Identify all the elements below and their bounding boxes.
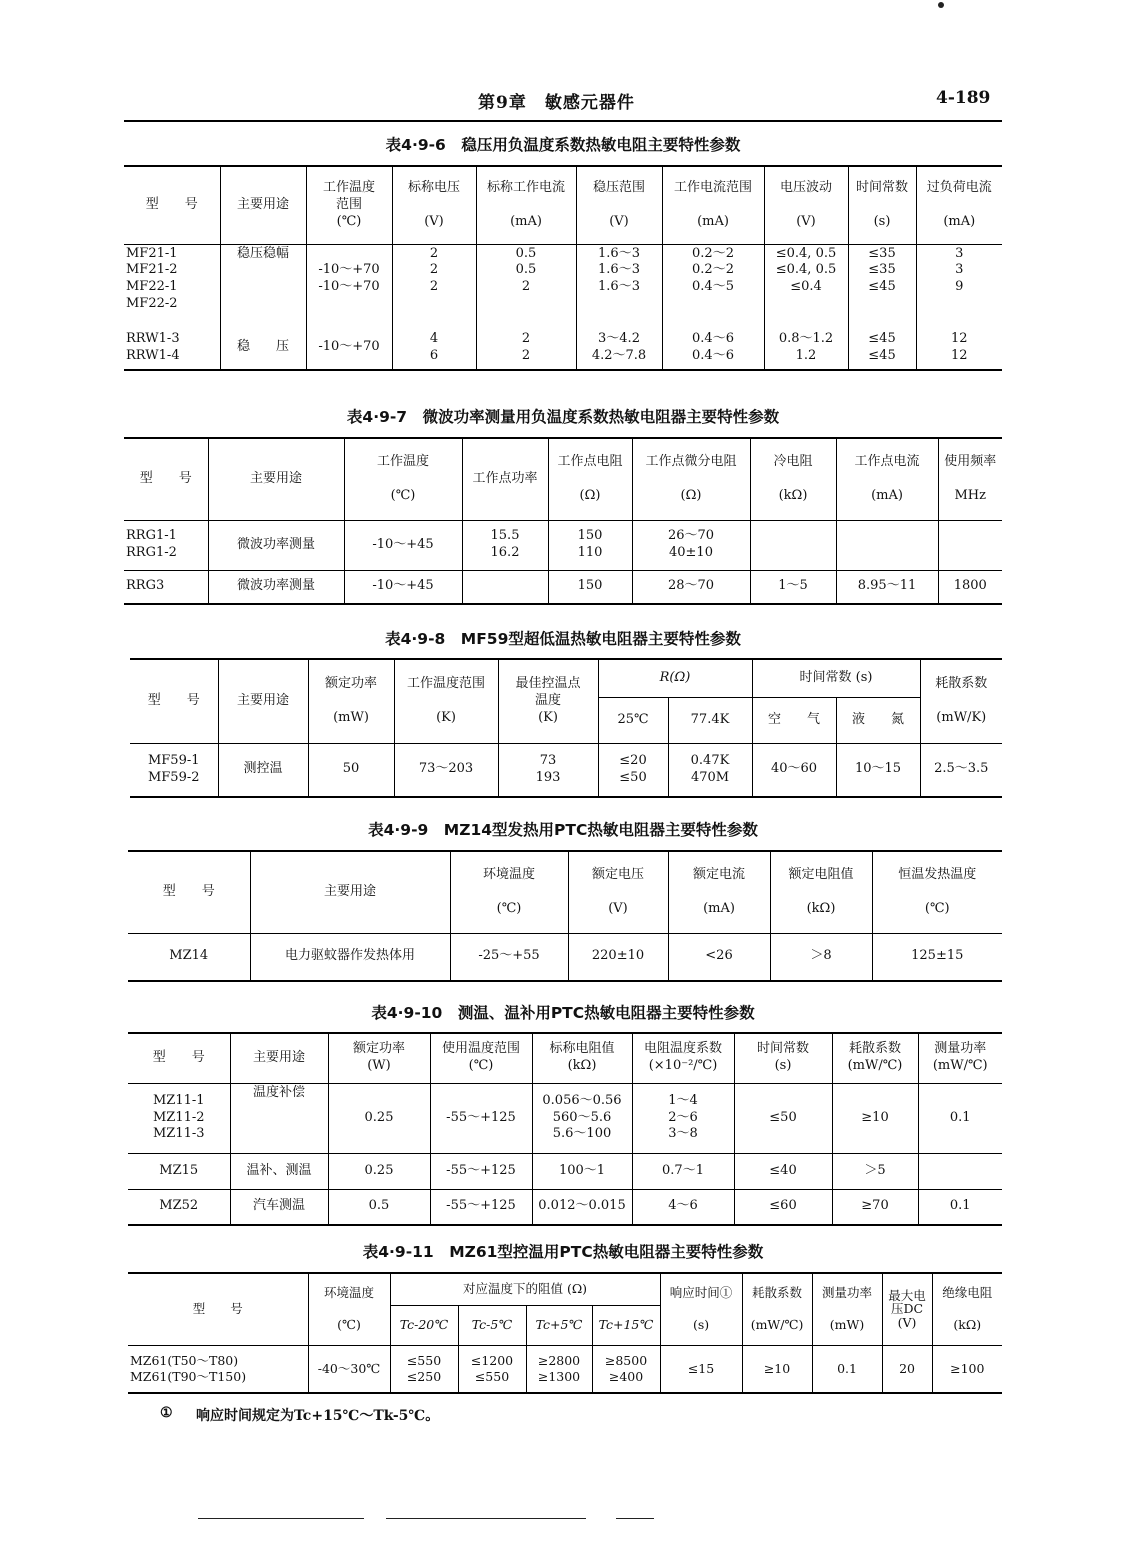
table-cell: 50 [308,743,394,797]
footnote-mark: ① [160,1405,173,1421]
table-cell: MF21-1 MF21-2 MF22-1 MF22-2 [124,244,220,326]
table-cell: 0.7～1 [632,1153,734,1189]
table-cell: 0.1 [918,1083,1002,1153]
table-cell [938,520,1002,570]
subheader-cell: 25℃ [598,697,668,743]
header-cell: 型 号 [128,1273,308,1345]
table-cell: ≥8500 ≥400 [592,1345,660,1393]
table-cell: 稳 压 [220,326,306,370]
table-cell: 1800 [938,570,1002,604]
table-4-9-9 [128,850,1002,982]
table-row [128,1345,1002,1393]
header-cell: 绝缘电阻 (kΩ) [932,1273,1002,1345]
table-cell: 40～60 [752,743,836,797]
header-cell: 额定功率 (W) [328,1033,430,1083]
table-cell: ＞5 [832,1153,918,1189]
scan-artifact-line [386,1518,586,1519]
table-cell: 汽车测温 [230,1189,328,1225]
table-row [130,743,1002,797]
header-cell: 最佳控温点 温度 (K) [498,659,598,743]
page-number: 4-189 [936,88,991,108]
header-cell: 工作温度 (℃) [344,438,462,520]
table-cell: -55～+125 [430,1153,532,1189]
table-cell: ≥10 [742,1345,812,1393]
header-cell: 耗散系数 (mW/K) [920,659,1002,743]
table-cell: MZ52 [128,1189,230,1225]
table-4-9-7 [124,437,1002,605]
table-cell [918,1153,1002,1189]
header-cell: 型 号 [124,166,220,244]
page-header [0,86,1138,116]
header-cell: 工作温度范围 (K) [394,659,498,743]
scan-artifact-line [198,1518,364,1519]
table-cell: RRG3 [124,570,208,604]
table-cell: 12 12 [916,326,1002,370]
table-cell: 温度补偿 [230,1083,328,1153]
table-cell: 3～4.2 4.2～7.8 [576,326,662,370]
table-4-9-10-caption: 表4·9-10 测温、温补用PTC热敏电阻器主要特性参数 [371,1004,755,1022]
table-cell: 10～15 [836,743,920,797]
header-cell: 工作点电阻 (Ω) [548,438,632,520]
table-4-9-7-caption: 表4·9-7 微波功率测量用负温度系数热敏电阻器主要特性参数 [346,408,780,426]
table-cell: ≤0.4, 0.5 ≤0.4, 0.5 ≤0.4 [764,244,848,326]
header-cell: 工作点功率 [462,438,548,520]
table-cell: ≤35 ≤35 ≤45 [848,244,916,326]
table-4-9-8-caption: 表4·9-8 MF59型超低温热敏电阻器主要特性参数 [385,630,741,648]
table-cell: 4～6 [632,1189,734,1225]
subheader-cell: 液 氮 [836,697,920,743]
header-cell: 主要用途 [220,166,306,244]
chapter-title: 第9章 敏感元器件 [478,93,635,113]
header-cell: 响应时间① (s) [660,1273,742,1345]
header-cell: 冷电阻 (kΩ) [750,438,836,520]
table-cell: ≥100 [932,1345,1002,1393]
table-cell: MF59-1 MF59-2 [130,743,218,797]
header-cell: 测量功率 (mW) [812,1273,882,1345]
header-cell: 型 号 [128,1033,230,1083]
subheader-cell: Tc+15℃ [592,1305,660,1345]
table-cell: MZ15 [128,1153,230,1189]
table-cell: 0.1 [812,1345,882,1393]
header-cell: 标称电压 (V) [392,166,476,244]
table-cell: 0.4～6 0.4～6 [662,326,764,370]
header-cell: 工作点微分电阻 (Ω) [632,438,750,520]
table-cell [750,520,836,570]
table-cell: ≤550 ≤250 [390,1345,458,1393]
header-cell: 环境温度 (℃) [308,1273,390,1345]
subheader-cell: 空 气 [752,697,836,743]
table-cell: 温补、测温 [230,1153,328,1189]
header-cell: 型 号 [130,659,218,743]
table-4-9-10 [128,1032,1002,1226]
table-cell: ≤60 [734,1189,832,1225]
table-cell: 1～4 2～6 3～8 [632,1083,734,1153]
table-cell: 1.6～3 1.6～3 1.6～3 [576,244,662,326]
table-cell: ≤45 ≤45 [848,326,916,370]
table-cell: 26～70 40±10 [632,520,750,570]
table-cell: ≤40 [734,1153,832,1189]
table-cell: 0.056～0.56 560～5.6 5.6～100 [532,1083,632,1153]
table-4-9-8 [130,658,1002,798]
table-cell: 稳压稳幅 [220,244,306,326]
header-cell: 标称电阻值 (kΩ) [532,1033,632,1083]
header-cell: 电阻温度系数 (×10⁻²/℃) [632,1033,734,1083]
subheader-cell: Tc-5℃ [458,1305,526,1345]
table-cell: 微波功率测量 [208,570,344,604]
table-4-9-11-caption: 表4·9-11 MZ61型控温用PTC热敏电阻器主要特性参数 [362,1243,764,1261]
table-cell: 20 [882,1345,932,1393]
table-cell: 28～70 [632,570,750,604]
table-cell: 73～203 [394,743,498,797]
header-cell: 主要用途 [250,851,450,933]
header-cell: 测量功率 (mW/℃) [918,1033,1002,1083]
header-cell: 过负荷电流 (mA) [916,166,1002,244]
table-cell [462,570,548,604]
header-cell: 额定电流 (mA) [668,851,770,933]
table-cell: 0.25 [328,1153,430,1189]
table-cell: 100～1 [532,1153,632,1189]
scan-artifact-line [616,1518,654,1519]
table-cell: RRG1-1 RRG1-2 [124,520,208,570]
scan-speck [938,2,944,8]
table-cell: MZ61(T50～T80) MZ61(T90～T150) [128,1345,308,1393]
table-cell: 4 6 [392,326,476,370]
header-cell: 主要用途 [208,438,344,520]
table-cell: 150 110 [548,520,632,570]
header-cell: 对应温度下的阻值 (Ω) [390,1273,660,1305]
table-4-9-11 [128,1272,1002,1394]
table-cell: ≤1200 ≤550 [458,1345,526,1393]
header-cell: 型 号 [128,851,250,933]
header-cell: 主要用途 [218,659,308,743]
table-4-9-6-caption: 表4·9-6 稳压用负温度系数热敏电阻主要特性参数 [385,136,741,154]
table-cell: 测控温 [218,743,308,797]
header-cell: 电压波动 (V) [764,166,848,244]
header-cell: 额定功率 (mW) [308,659,394,743]
header-cell: 耗散系数 (mW/℃) [742,1273,812,1345]
table-cell: ＞8 [770,933,872,981]
table-row [124,326,1002,370]
table-4-9-6 [124,165,1002,371]
header-cell: 时间常数 (s) [848,166,916,244]
table-row [124,520,1002,570]
header-rule [124,120,1002,122]
table-cell: 电力驱蚊器作发热体用 [250,933,450,981]
header-cell: 额定电压 (V) [568,851,668,933]
header-cell: 恒温发热温度 (℃) [872,851,1002,933]
table-cell: 0.5 0.5 2 [476,244,576,326]
table-cell: 150 [548,570,632,604]
table-4-9-9-caption: 表4·9-9 MZ14型发热用PTC热敏电阻器主要特性参数 [368,821,758,839]
table-cell: 8.95～11 [836,570,938,604]
table-cell: RRW1-3 RRW1-4 [124,326,220,370]
header-cell: 时间常数 (s) [752,659,920,697]
table-row [124,244,1002,326]
table-cell: -55～+125 [430,1083,532,1153]
subheader-cell: Tc-20℃ [390,1305,458,1345]
header-cell: 最大电 压DC (V) [882,1273,932,1345]
table-cell: -10～+70 -10～+70 [306,244,392,326]
table-row [128,933,1002,981]
table-cell: -40～30℃ [308,1345,390,1393]
table-row [128,1189,1002,1225]
header-cell: 稳压范围 (V) [576,166,662,244]
table-cell: 2.5～3.5 [920,743,1002,797]
table-cell: ≥2800 ≥1300 [526,1345,592,1393]
table-cell: 0.1 [918,1189,1002,1225]
table-cell: MZ11-1 MZ11-2 MZ11-3 [128,1083,230,1153]
table-cell: 3 3 9 [916,244,1002,326]
table-row [128,1083,1002,1153]
table-cell: 0.47K 470M [668,743,752,797]
header-cell: 使用频率 MHz [938,438,1002,520]
table-cell: ≤20 ≤50 [598,743,668,797]
table-cell: -10～+45 [344,520,462,570]
table-cell: ≤50 [734,1083,832,1153]
table-cell: MZ14 [128,933,250,981]
table-cell: 2 2 2 [392,244,476,326]
header-cell: 时间常数 (s) [734,1033,832,1083]
table-cell: <26 [668,933,770,981]
table-cell: -25～+55 [450,933,568,981]
header-cell: 环境温度 (℃) [450,851,568,933]
header-cell: 额定电阻值 (kΩ) [770,851,872,933]
header-cell: 工作电流范围 (mA) [662,166,764,244]
table-cell: 0.2～2 0.2～2 0.4～5 [662,244,764,326]
header-cell: 工作点电流 (mA) [836,438,938,520]
header-cell: 主要用途 [230,1033,328,1083]
header-cell: R(Ω) [598,659,752,697]
table-cell: 0.8～1.2 1.2 [764,326,848,370]
subheader-cell: 77.4K [668,697,752,743]
table-row [124,570,1002,604]
header-cell: 标称工作电流 (mA) [476,166,576,244]
table-cell: 0.5 [328,1189,430,1225]
table-cell: 0.012～0.015 [532,1189,632,1225]
table-cell: 0.25 [328,1083,430,1153]
table-cell: ≥70 [832,1189,918,1225]
header-cell: 耗散系数 (mW/℃) [832,1033,918,1083]
table-cell: 微波功率测量 [208,520,344,570]
header-cell: 使用温度范围 (℃) [430,1033,532,1083]
header-cell: 工作温度 范围 (℃) [306,166,392,244]
table-cell [836,520,938,570]
table-cell: 2 2 [476,326,576,370]
table-cell: -10～+45 [344,570,462,604]
table-row [128,1153,1002,1189]
table-cell: -10～+70 [306,326,392,370]
table-cell: 1～5 [750,570,836,604]
table-cell: ≥10 [832,1083,918,1153]
table-cell: -55～+125 [430,1189,532,1225]
table-cell: 73 193 [498,743,598,797]
header-cell: 型 号 [124,438,208,520]
table-cell: 125±15 [872,933,1002,981]
table-cell: 15.5 16.2 [462,520,548,570]
table-cell: ≤15 [660,1345,742,1393]
subheader-cell: Tc+5℃ [526,1305,592,1345]
footnote-text: 响应时间规定为Tc+15℃～Tk-5℃。 [196,1408,440,1424]
table-cell: 220±10 [568,933,668,981]
